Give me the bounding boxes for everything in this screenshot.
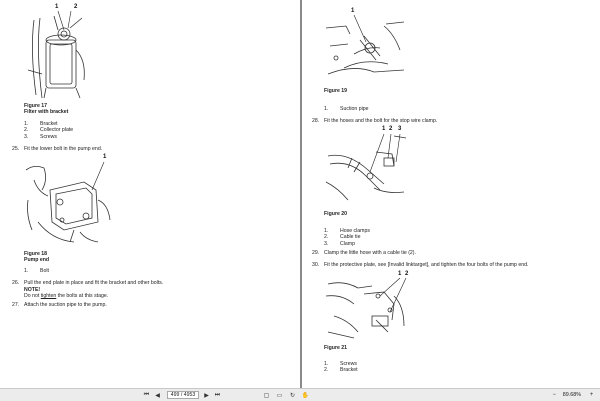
list-item-number: 1.: [24, 121, 29, 127]
list-item-text: Bracket: [340, 367, 358, 374]
step-29: [312, 250, 416, 257]
list-item-text: Collector plate: [40, 127, 74, 134]
figure-21-callout-1: 1: [398, 271, 402, 277]
page-navigation: [142, 391, 224, 399]
step-number: 30.: [312, 262, 320, 268]
figure-18-legend: [24, 268, 49, 274]
list-item: [24, 134, 73, 140]
viewer-toolbar: [0, 388, 600, 401]
note-underlined: tighten: [40, 293, 57, 300]
step-number: 28.: [312, 118, 320, 124]
figure-20-image: [324, 132, 408, 204]
list-item-text: Screws: [40, 133, 58, 140]
step-text: Pull the end plate in place and fit the bracket and other bolts.: [24, 280, 164, 286]
left-page: [0, 0, 300, 388]
list-item-number: 3.: [24, 133, 29, 140]
figure-21-image: [324, 276, 408, 340]
figure-18-subtitle: Pump end: [24, 257, 50, 264]
list-item-number: 1.: [324, 228, 329, 234]
list-item: [324, 241, 370, 247]
list-item-text: Suction pipe: [340, 106, 369, 112]
figure-18-caption: [24, 251, 49, 264]
figure-19-legend: [324, 106, 369, 112]
figure-19-image: [324, 14, 406, 82]
list-item-text: Screws: [340, 361, 358, 367]
step-number: 26.: [12, 280, 20, 286]
step-28: [312, 118, 437, 125]
next-page-icon[interactable]: ▶: [204, 392, 209, 399]
figure-20-legend: [324, 228, 370, 247]
step-number: 25.: [12, 146, 20, 152]
list-item-number: 1.: [24, 268, 29, 274]
figure-17-caption: [24, 103, 68, 116]
figure-19-caption: Figure 19: [324, 88, 348, 94]
first-page-icon[interactable]: ⏮: [143, 391, 150, 398]
figure-18-image: [24, 160, 114, 244]
figure-17-subtitle: Filter with bracket: [24, 109, 69, 116]
figure-17-callout-2: 2: [74, 4, 78, 10]
zoom-out-icon[interactable]: −: [552, 392, 556, 398]
page-number-input[interactable]: 499 / 4953: [167, 391, 199, 399]
list-item-number: 2.: [324, 234, 329, 241]
step-number: 27.: [12, 302, 20, 308]
step-text: Fit the protective plate, see [Invalid linktarget], and tighten the four bolts of the pump end.: [324, 262, 529, 268]
figure-17-callout-1: 1: [55, 4, 59, 10]
figure-20-caption: Figure 20: [324, 211, 348, 217]
list-item-text: Clamp: [340, 240, 355, 247]
list-item: [24, 268, 49, 274]
figure-18-title: Figure 18: [24, 251, 48, 257]
zoom-controls: [550, 391, 598, 399]
list-item-number: 1.: [324, 361, 329, 367]
figure-17-image: [24, 10, 92, 100]
step-text: Clamp the little hose with a cable tie (2).: [324, 250, 416, 256]
figure-20-callout-1: 1: [382, 126, 386, 132]
figure-20-callout-3: 3: [398, 126, 402, 132]
list-item-text: Bolt: [40, 268, 49, 274]
list-item-text: Bracket: [40, 121, 58, 127]
step-text: Fit the lower bolt in the pump end.: [24, 146, 103, 152]
step-25: [12, 146, 102, 153]
note-label: NOTE!: [24, 286, 41, 293]
fit-page-icon[interactable]: ▢: [263, 392, 270, 399]
figure-21-caption: Figure 21: [324, 345, 348, 351]
step-30: [312, 262, 528, 269]
note-text: [24, 293, 163, 300]
rotate-icon[interactable]: ↻: [289, 392, 296, 399]
list-item-number: 3.: [324, 240, 329, 247]
list-item-number: 2.: [24, 127, 29, 134]
step-number: 29.: [312, 250, 320, 256]
zoom-level[interactable]: 89.68%: [562, 392, 581, 398]
step-26: [12, 280, 163, 300]
list-item: [324, 367, 358, 373]
step-text: Fit the hoses and the bolt for the stop wire clamp.: [324, 118, 438, 124]
figure-19-callout-1: 1: [351, 8, 355, 14]
list-item-number: 1.: [324, 106, 329, 112]
note-suffix: the bolts at this stage.: [56, 293, 109, 300]
figure-21-callout-2: 2: [405, 271, 409, 277]
figure-17-title: Figure 17: [24, 103, 48, 109]
prev-page-icon[interactable]: ◀: [155, 392, 160, 399]
list-item-text: Cable tie: [340, 234, 361, 241]
figure-20-callout-2: 2: [389, 126, 393, 132]
list-item-text: Hose clamps: [340, 228, 370, 234]
zoom-in-icon[interactable]: +: [589, 392, 594, 398]
list-item: [324, 106, 369, 112]
figure-18-callout-1: 1: [103, 154, 107, 160]
step-text: Attach the suction pipe to the pump.: [24, 302, 107, 308]
last-page-icon[interactable]: ⏭: [214, 391, 221, 398]
figure-17-legend: [24, 121, 73, 140]
note-prefix: Do not: [24, 293, 41, 300]
hand-tool-icon[interactable]: ✋: [301, 392, 310, 399]
figure-21-legend: [324, 361, 358, 374]
view-tools: [262, 391, 314, 399]
list-item-number: 2.: [324, 367, 329, 374]
step-27: [12, 302, 107, 309]
right-page: [302, 0, 600, 388]
fit-width-icon[interactable]: ▭: [276, 392, 283, 399]
